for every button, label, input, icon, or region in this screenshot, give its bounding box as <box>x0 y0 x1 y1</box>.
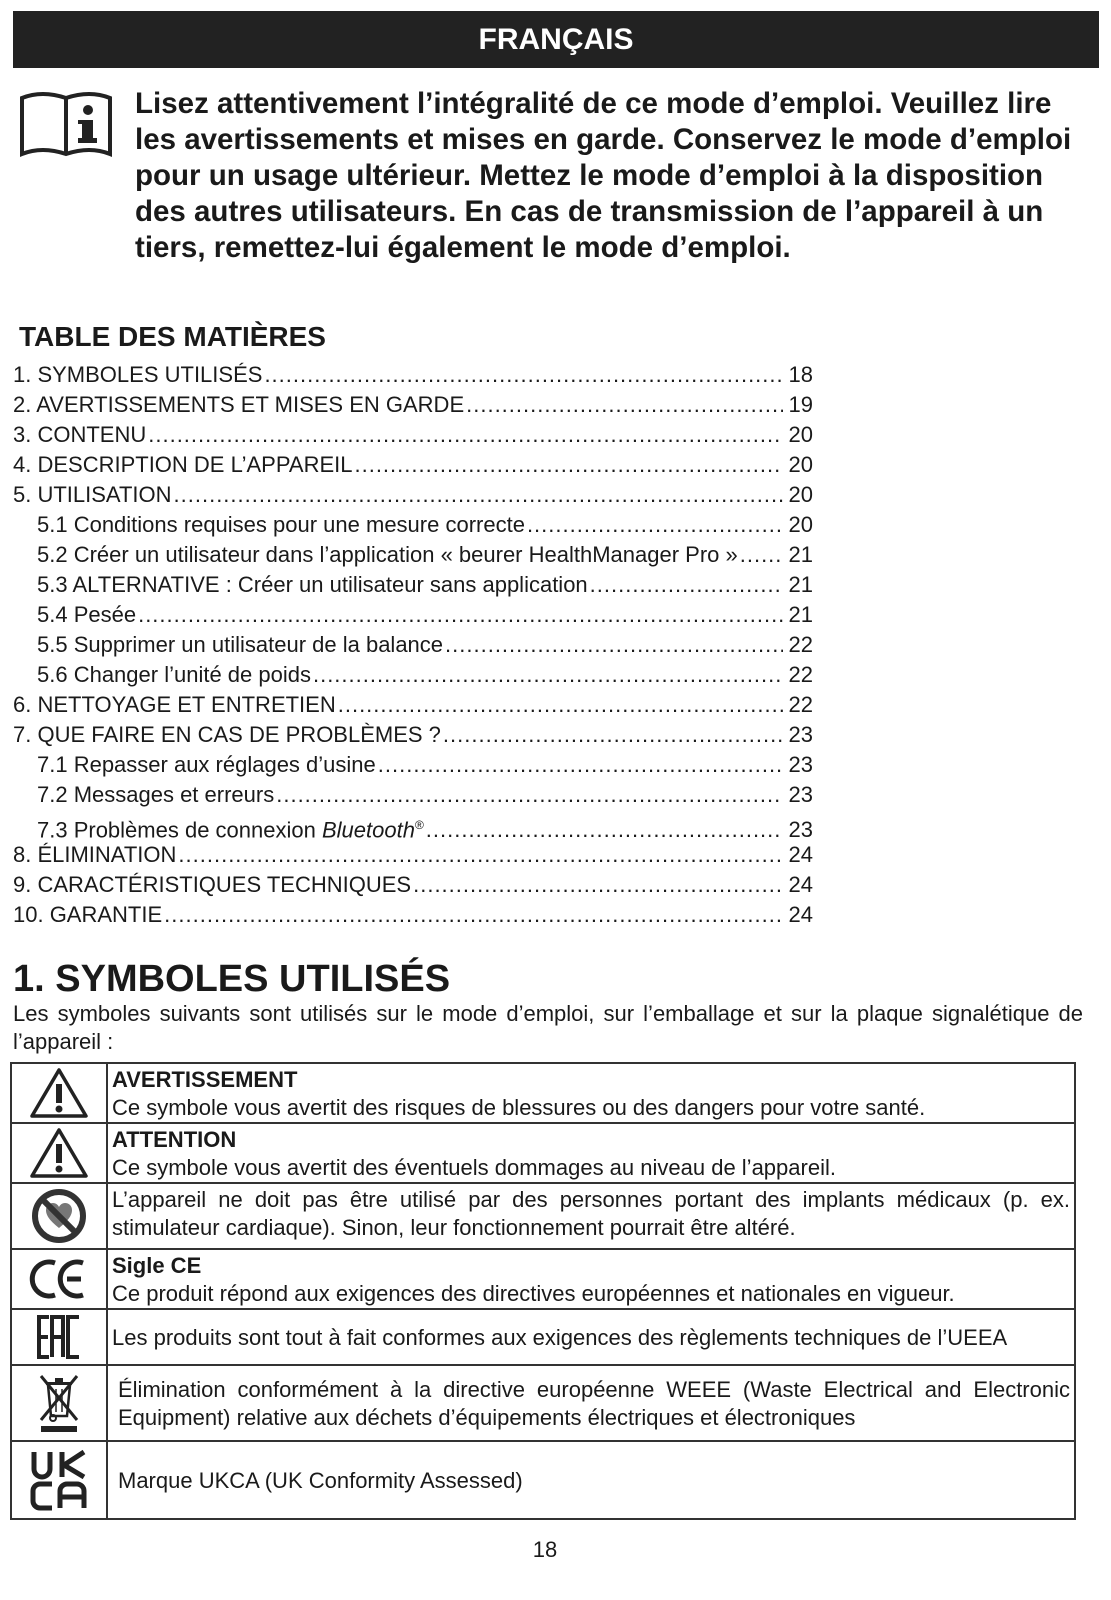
section-title: 1. SYMBOLES UTILISÉS <box>13 958 451 1000</box>
table-row <box>11 1309 1075 1365</box>
eac-mark-icon <box>11 1309 107 1365</box>
toc-item[interactable]: 6. NETTOYAGE ET ENTRETIEN ..... 22 <box>13 690 813 720</box>
ce-mark-icon <box>11 1249 107 1309</box>
table-row <box>11 1123 1075 1183</box>
symbol-description: Marque UKCA (UK Conformity Assessed) <box>118 1468 523 1493</box>
symbol-description: Élimination conformément à la directive européenne WEEE (Waste Electrical and Electronic Equipment) relative aux déchets d’équipements électriques et électroniques <box>118 1377 1070 1430</box>
toc-item[interactable]: 3. CONTENU ..... 20 <box>13 420 813 450</box>
toc-subitem[interactable]: 7.2 Messages et erreurs ..... 23 <box>13 780 813 810</box>
section-intro: Les symboles suivants sont utilisés sur le mode d’emploi, sur l’emballage et sur la plaque signalétique de l’appareil : <box>13 1001 1083 1054</box>
symbol-description: Ce symbole vous avertit des risques de blessures ou des dangers pour votre santé. <box>112 1095 926 1120</box>
toc-title: TABLE DES MATIÈRES <box>19 321 326 352</box>
no-pacemaker-icon <box>11 1183 107 1249</box>
toc-item[interactable]: 2. AVERTISSEMENTS ET MISES EN GARDE ..... 19 <box>13 390 813 420</box>
table-row <box>11 1063 1075 1123</box>
symbol-description: Ce symbole vous avertit des éventuels dommages au niveau de l’appareil. <box>112 1155 836 1180</box>
table-row <box>11 1365 1075 1441</box>
toc-item[interactable]: 4. DESCRIPTION DE L’APPAREIL ..... 20 <box>13 450 813 480</box>
toc-subitem[interactable]: 5.3 ALTERNATIVE : Créer un utilisateur sans application ..... 21 <box>13 570 813 600</box>
toc-subitem[interactable]: 7.3 Problèmes de connexion Bluetooth® ..... 23 <box>13 810 813 840</box>
toc-subitem[interactable]: 5.1 Conditions requises pour une mesure correcte ..... 20 <box>13 510 813 540</box>
toc-subitem[interactable]: 7.1 Repasser aux réglages d’usine ..... 23 <box>13 750 813 780</box>
toc-item[interactable]: 1. SYMBOLES UTILISÉS ..... 18 <box>13 360 813 390</box>
table-of-contents <box>13 360 813 930</box>
symbol-title: AVERTISSEMENT <box>112 1067 298 1092</box>
warning-triangle-icon <box>11 1123 107 1183</box>
symbol-description: Les produits sont tout à fait conformes aux exigences des règlements techniques de l’UEEA <box>112 1325 1008 1350</box>
symbol-description: Ce produit répond aux exigences des directives européennes et nationales en vigueur. <box>112 1281 955 1306</box>
read-manual-icon <box>18 88 114 162</box>
table-row <box>11 1441 1075 1519</box>
ukca-mark-icon <box>11 1441 107 1519</box>
toc-subitem[interactable]: 5.6 Changer l’unité de poids ..... 22 <box>13 660 813 690</box>
toc-item[interactable]: 7. QUE FAIRE EN CAS DE PROBLÈMES ? ..... 23 <box>13 720 813 750</box>
warning-triangle-icon <box>11 1063 107 1123</box>
toc-item[interactable]: 9. CARACTÉRISTIQUES TECHNIQUES ..... 24 <box>13 870 813 900</box>
table-row <box>11 1249 1075 1309</box>
toc-subitem[interactable]: 5.2 Créer un utilisateur dans l’application « beurer HealthManager Pro » ..... 21 <box>13 540 813 570</box>
toc-item[interactable]: 10. GARANTIE ..... 24 <box>13 900 813 930</box>
symbol-title: ATTENTION <box>112 1127 237 1152</box>
toc-subitem[interactable]: 5.4 Pesée ..... 21 <box>13 600 813 630</box>
symbol-description: L’appareil ne doit pas être utilisé par des personnes portant des implants médicaux (p. ex. stimulateur cardiaque). Sinon, leur fonctionnement pourrait être altéré. <box>112 1187 1070 1240</box>
symbol-title: Sigle CE <box>112 1253 202 1278</box>
symbols-table <box>10 1062 1076 1520</box>
language-header: FRANÇAIS <box>13 11 1099 68</box>
toc-subitem[interactable]: 5.5 Supprimer un utilisateur de la balance ..... 22 <box>13 630 813 660</box>
intro-paragraph: Lisez attentivement l’intégralité de ce mode d’emploi. Veuillez lire les avertissements et mises en garde. Conservez le mode d’emploi pour un usage ultérieur. Mettez le mode d’emploi à la disposition des autres utilisateurs. En cas de transmission de l’appareil à un tiers, remettez-lui également le mode d’emploi. <box>135 87 1072 264</box>
toc-item[interactable]: 8. ÉLIMINATION ..... 24 <box>13 840 813 870</box>
page-number: 18 <box>532 1537 558 1562</box>
toc-item[interactable]: 5. UTILISATION ..... 20 <box>13 480 813 510</box>
table-row <box>11 1183 1075 1249</box>
weee-bin-icon <box>11 1365 107 1441</box>
